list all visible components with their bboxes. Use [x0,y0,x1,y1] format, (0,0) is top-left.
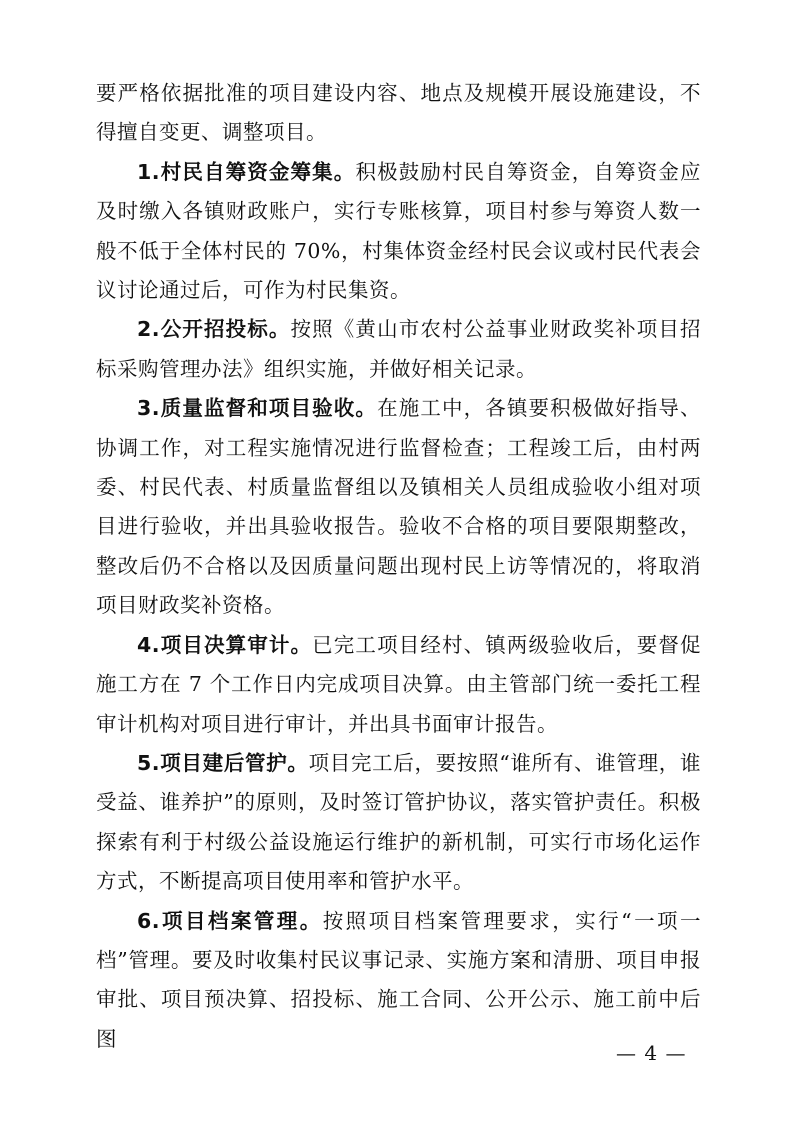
paragraph-final-audit [96,626,701,744]
paragraph-text: 项目完工后，要按照“谁所有、谁管理，谁受益、谁养护”的原则，及时签订管护协议，落实管护责任。积极探索有利于村级公益设施运行维护的新机制，可实行市场化运作方式，不断提高项目使用率和管护水平。 [96,750,701,894]
paragraph-post-construction [96,744,701,902]
page-number: — 4 — [616,1041,687,1065]
paragraph-text: 积极鼓励村民自筹资金，自筹资金应及时缴入各镇财政账户，实行专账核算，项目村参与筹资人数一般不低于全体村民的 70%，村集体资金经村民会议或村民代表会议讨论通过后，可作为村民集资。 [96,159,701,303]
paragraph-text: 按照《黄山市农村公益事业财政奖补项目招标采购管理办法》组织实施，并做好相关记录。 [96,317,701,381]
section-heading: 4.项目决算审计。 [137,632,313,657]
paragraph-public-bidding [96,310,701,389]
paragraph-continuation [96,74,701,153]
paragraph-quality-acceptance [96,389,701,625]
paragraph-text: 在施工中，各镇要积极做好指导、协调工作，对工程实施情况进行监督检查；工程竣工后，由村两委、村民代表、村质量监督组以及镇相关人员组成验收小组对项目进行验收，并出具验收报告。验收不合格的项目要限期整改，整改后仍不合格以及因质量问题出现村民上访等情况的，将取消项目财政奖补资格。 [96,396,702,618]
paragraph-archive-management [96,902,701,1060]
document-body [96,74,701,1059]
section-heading: 6.项目档案管理。 [137,908,323,933]
paragraph-text: 已完工项目经村、镇两级验收后，要督促施工方在 7 个工作日内完成项目决算。由主管部门统一委托工程审计机构对项目进行审计，并出具书面审计报告。 [96,632,701,736]
section-heading: 3.质量监督和项目验收。 [137,396,378,421]
paragraph-self-raised-funds [96,153,701,311]
section-heading: 1.村民自筹资金筹集。 [137,159,356,184]
section-heading: 5.项目建后管护。 [137,750,309,775]
paragraph-text: 按照项目档案管理要求，实行“一项一档”管理。要及时收集村民议事记录、实施方案和清册、项目申报审批、项目预决算、招投标、施工合同、公开公示、施工前中后图 [96,908,701,1051]
section-heading: 2.公开招投标。 [137,317,291,342]
paragraph-text: 要严格依据批准的项目建设内容、地点及规模开展设施建设，不得擅自变更、调整项目。 [96,81,701,145]
